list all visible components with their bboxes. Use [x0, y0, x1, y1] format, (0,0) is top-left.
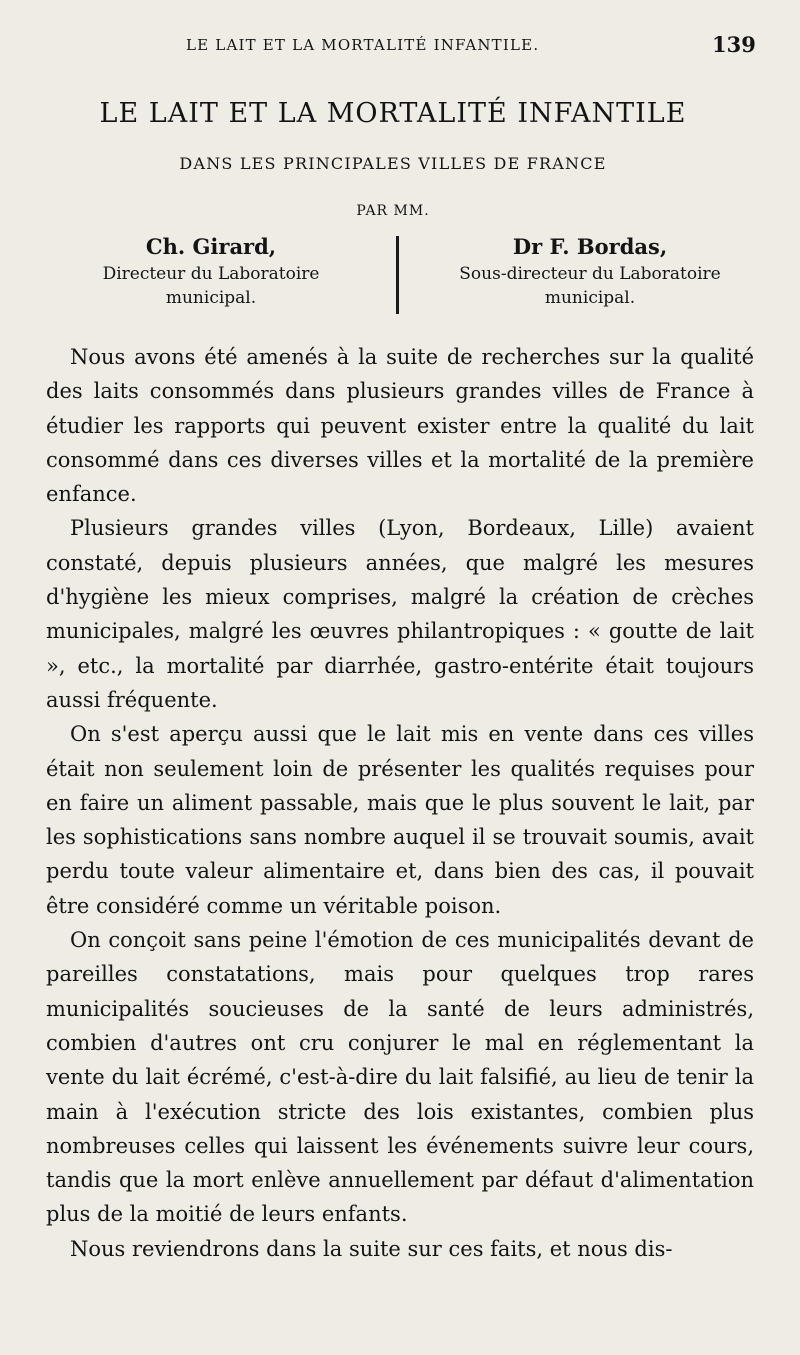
paragraph: On s'est aperçu aussi que le lait mis en vente dans ces villes était non seulement loin de présenter les qualités requises pour en faire un aliment passable, mais que le plus souvent le lait, par les sophistications sans nombre auquel il se trouvait soumis, avait perdu toute valeur alimentaire et, dans bien des cas, il pouvait être considéré comme un véritable poison. [46, 722, 754, 918]
paragraph: On conçoit sans peine l'émotion de ces municipalités devant de pareilles constatations, mais pour quelques trop rares municipalités soucieuses de la santé de leurs administrés, combien d'autres ont cru conjurer le mal en réglementant la vente du lait écrémé, c'est-à-dire du lait falsifié, au lieu de tenir la main à l'exécution stricte des lois existantes, combien plus nombreuses celles qui laissent les événements suivre leur cours, tandis que la mort enlève annuellement par défaut d'alimentation plus de la moitié de leurs enfants. [46, 928, 754, 1227]
author-bordas [420, 232, 760, 310]
author-role: Directeur du Laboratoire [102, 264, 320, 284]
author-role: Sous-directeur du Laboratoire [459, 264, 721, 284]
author-divider [396, 236, 399, 314]
author-role: municipal. [165, 288, 257, 308]
running-title: LE LAIT ET LA MORTALITÉ INFANTILE. [186, 36, 540, 54]
article-body [46, 340, 754, 1266]
author-girard [80, 232, 342, 310]
paragraph: Nous reviendrons dans la suite sur ces faits, et nous dis- [70, 1236, 673, 1261]
article-title: LE LAIT ET LA MORTALITÉ INFANTILE [99, 98, 687, 129]
author-name: Dr F. Bordas, [512, 234, 668, 259]
paragraph: Nous avons été amenés à la suite de recherches sur la qualité des laits consommés dans plusieurs grandes villes de France à étudier les rapports qui peuvent exister entre la qualité du lait consommé dans ces diverses villes et la mortalité de la première enfance. [46, 345, 754, 507]
running-header [0, 32, 800, 62]
paragraph: Plusieurs grandes villes (Lyon, Bordeaux, Lille) avaient constaté, depuis plusieurs années, que malgré les mesures d'hygiène les mieux comprises, malgré la création de crèches municipales, malgré les œuvres philantropiques : « goutte de lait », etc., la mortalité par diarrhée, gastro-entérite était toujours aussi fréquente. [46, 516, 754, 712]
page-number: 139 [712, 32, 756, 57]
article-subtitle: DANS LES PRINCIPALES VILLES DE FRANCE [179, 154, 607, 173]
byline: PAR MM. [356, 203, 430, 219]
author-role: municipal. [544, 288, 636, 308]
author-name: Ch. Girard, [145, 234, 277, 259]
